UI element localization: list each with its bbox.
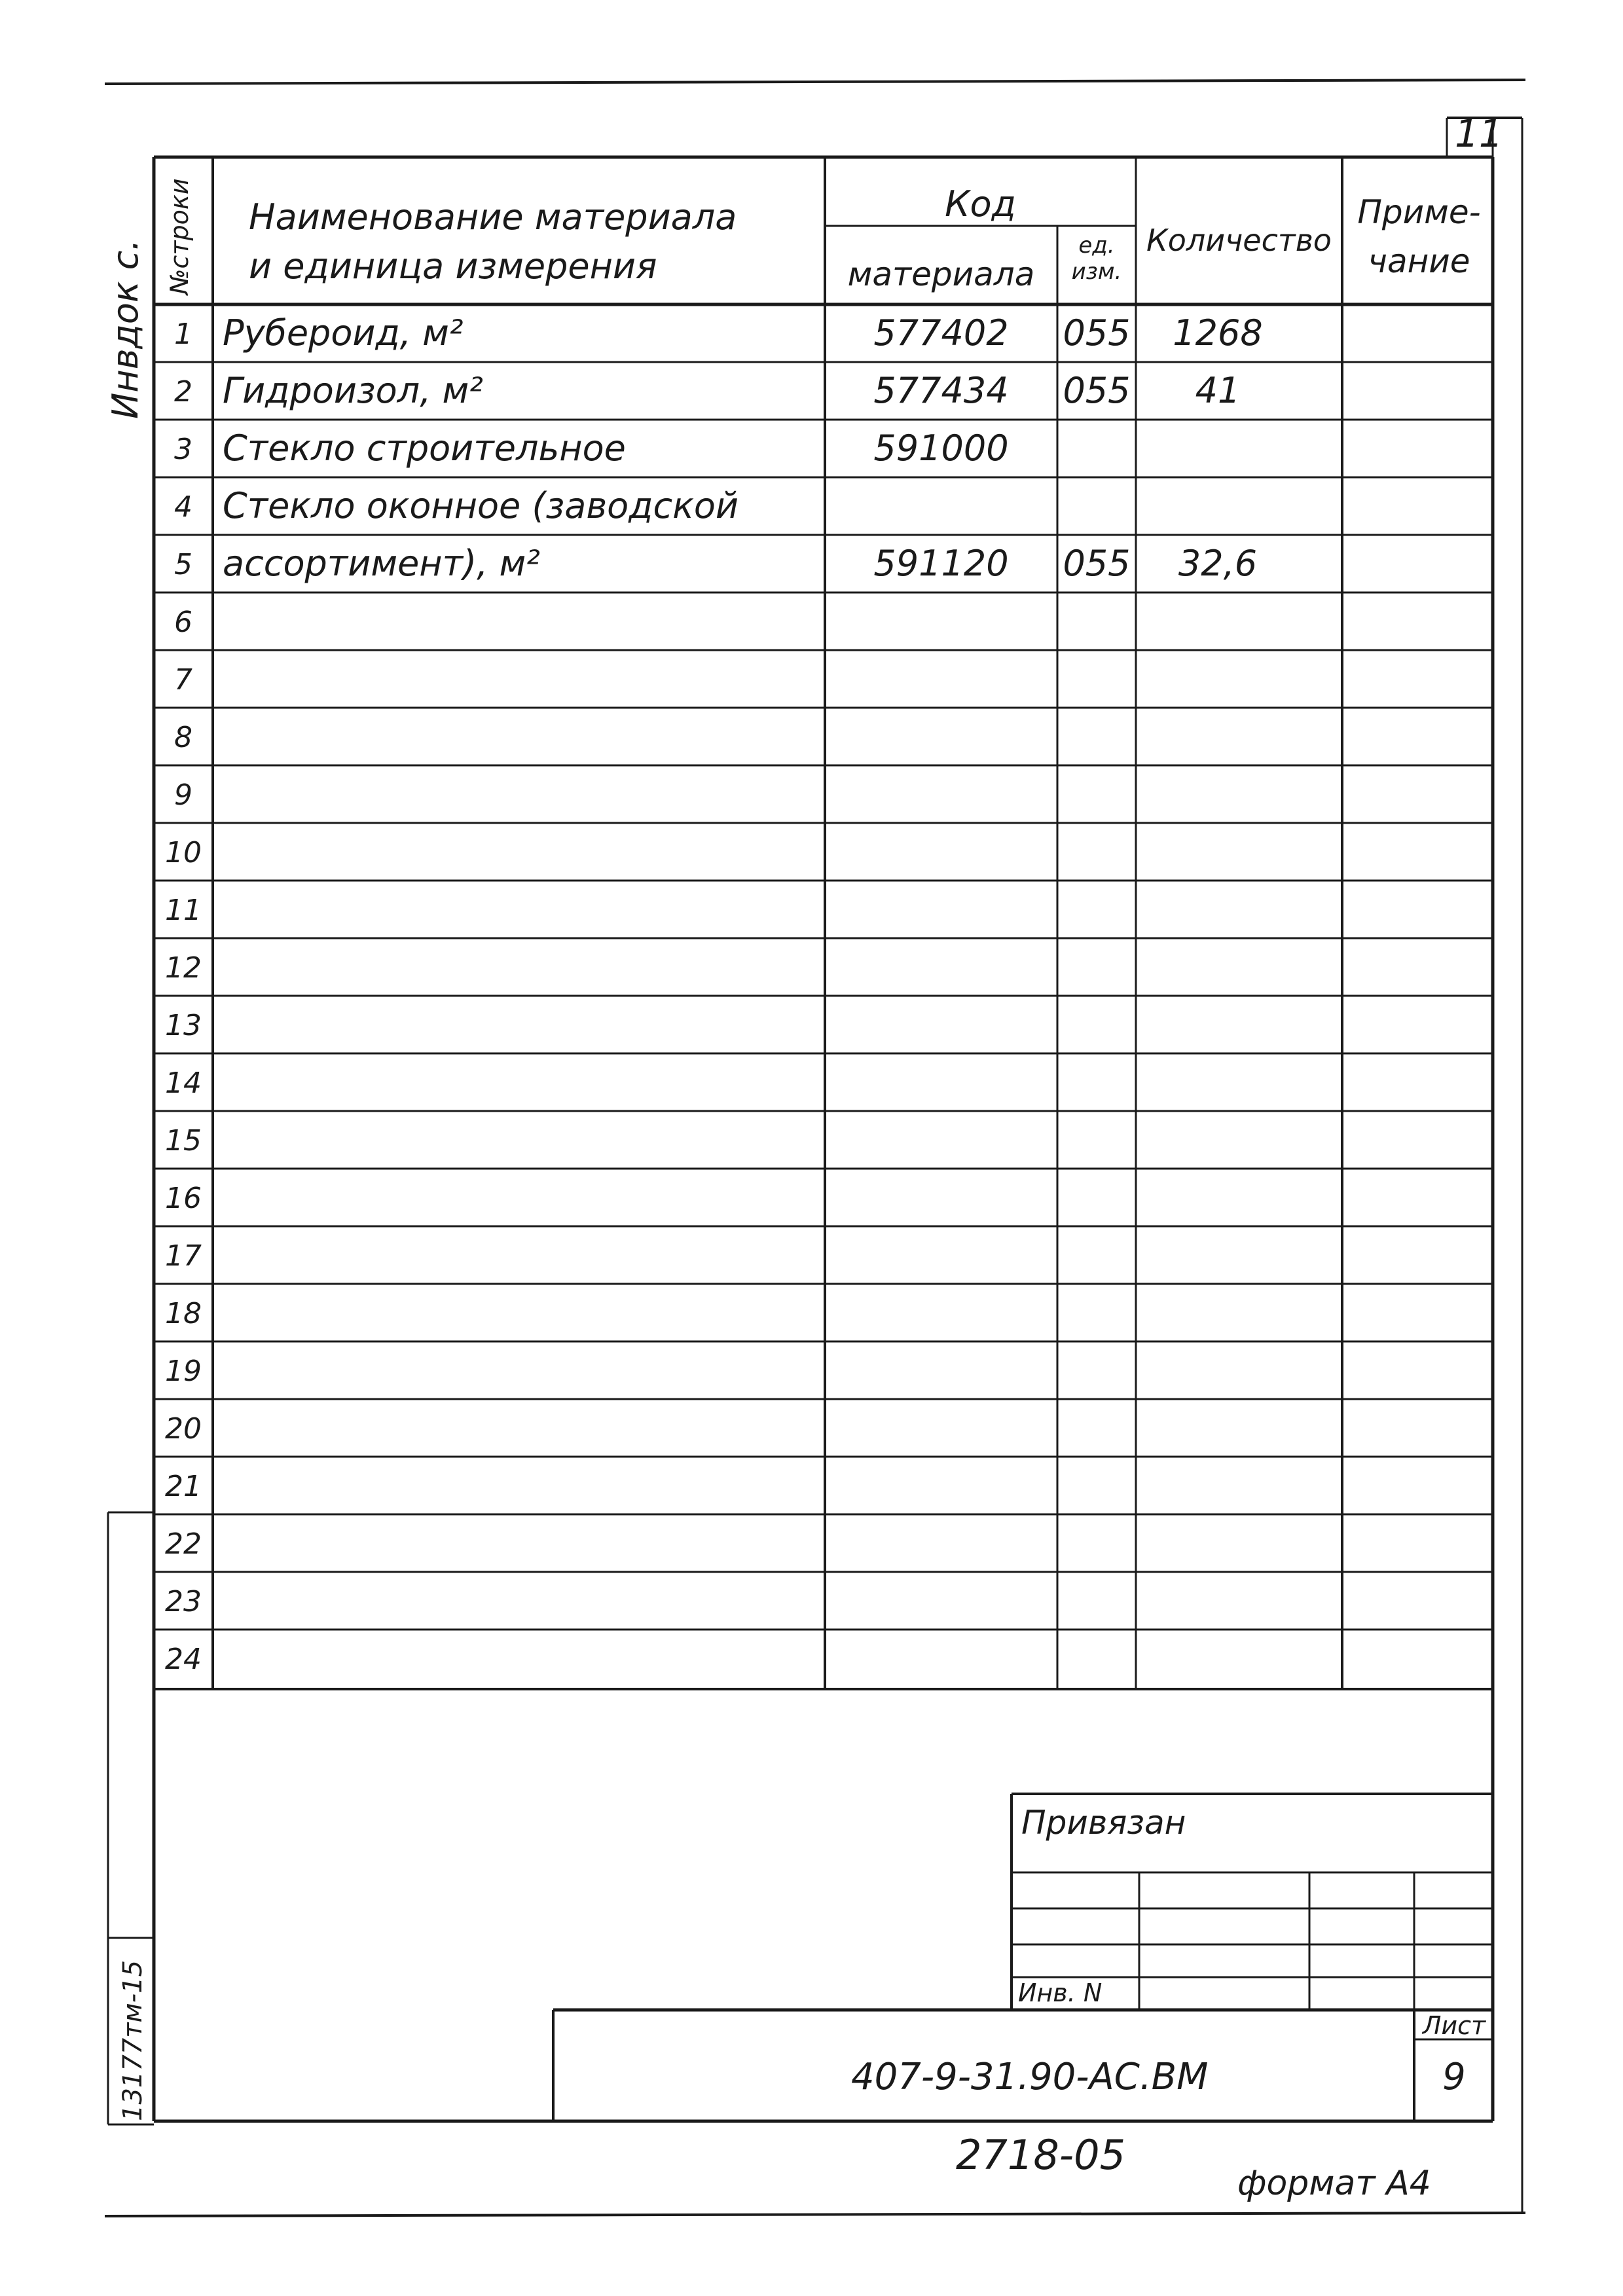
row-number: 16 bbox=[165, 1182, 202, 1215]
row-number: 22 bbox=[165, 1527, 202, 1561]
header-code-unit: ед. изм. bbox=[1071, 232, 1122, 285]
material-name: Рубероид, м² bbox=[223, 312, 464, 354]
quantity: 1268 bbox=[1173, 312, 1263, 354]
row-number: 6 bbox=[174, 606, 192, 639]
row-number: 23 bbox=[165, 1585, 202, 1618]
header-code-group: Код bbox=[945, 183, 1016, 225]
material-name: Гидроизол, м² bbox=[223, 370, 483, 411]
unit-code: 055 bbox=[1063, 312, 1131, 354]
material-name: ассортимент), м² bbox=[223, 543, 540, 584]
row-number: 19 bbox=[165, 1355, 202, 1388]
header-note-line1: Приме- bbox=[1357, 193, 1481, 231]
material-name: Стекло оконное (заводской bbox=[223, 485, 739, 526]
row-number: 17 bbox=[165, 1239, 202, 1273]
row-number: 11 bbox=[165, 894, 202, 927]
row-number: 21 bbox=[165, 1470, 202, 1503]
doc-code: 407-9-31.90-АС.ВМ bbox=[851, 2056, 1209, 2098]
row-number: 15 bbox=[165, 1124, 202, 1157]
row-number: 10 bbox=[165, 836, 202, 869]
row-number: 1 bbox=[174, 318, 192, 351]
row-number: 2 bbox=[174, 375, 192, 409]
row-number: 24 bbox=[165, 1643, 202, 1676]
row-number: 7 bbox=[174, 663, 192, 697]
row-number: 14 bbox=[165, 1066, 202, 1100]
header-name-line2: и единица измерения bbox=[249, 246, 657, 287]
sheet-label: Лист bbox=[1422, 2011, 1486, 2040]
row-number: 13 bbox=[165, 1009, 202, 1042]
format-label: формат А4 bbox=[1237, 2164, 1431, 2203]
row-number: 5 bbox=[174, 548, 192, 581]
row-number: 9 bbox=[174, 778, 192, 812]
row-number: 3 bbox=[174, 433, 192, 466]
header-code-material: материала bbox=[847, 255, 1035, 293]
attached-label: Привязан bbox=[1021, 1804, 1186, 1842]
material-code: 577434 bbox=[873, 370, 1009, 411]
quantity: 41 bbox=[1195, 370, 1241, 411]
inv-label: Инв. N bbox=[1018, 1978, 1103, 2007]
side-label-lower: 13177тм-15 bbox=[118, 1959, 148, 2121]
row-number: 8 bbox=[174, 721, 192, 754]
sheet-top-number: 11 bbox=[1455, 111, 1503, 156]
material-code: 591000 bbox=[873, 428, 1009, 469]
header-quantity: Количество bbox=[1146, 223, 1332, 258]
row-number: 12 bbox=[165, 951, 202, 985]
handwritten-stamp: 2718-05 bbox=[956, 2131, 1126, 2179]
unit-code: 055 bbox=[1063, 370, 1131, 411]
row-number: 20 bbox=[165, 1412, 202, 1446]
side-label-upper: Инвдок с. bbox=[105, 239, 146, 419]
unit-code: 055 bbox=[1063, 543, 1131, 584]
row-number: 4 bbox=[174, 490, 192, 524]
header-row-number: №строки bbox=[165, 178, 194, 295]
material-code: 577402 bbox=[873, 312, 1009, 354]
material-code: 591120 bbox=[873, 543, 1009, 584]
row-number: 18 bbox=[165, 1297, 202, 1330]
sheet-number: 9 bbox=[1442, 2056, 1466, 2098]
material-name: Стекло строительное bbox=[223, 428, 626, 469]
header-name-line1: Наименование материала bbox=[249, 196, 737, 238]
quantity: 32,6 bbox=[1178, 543, 1258, 584]
header-note-line2: чание bbox=[1368, 242, 1470, 280]
